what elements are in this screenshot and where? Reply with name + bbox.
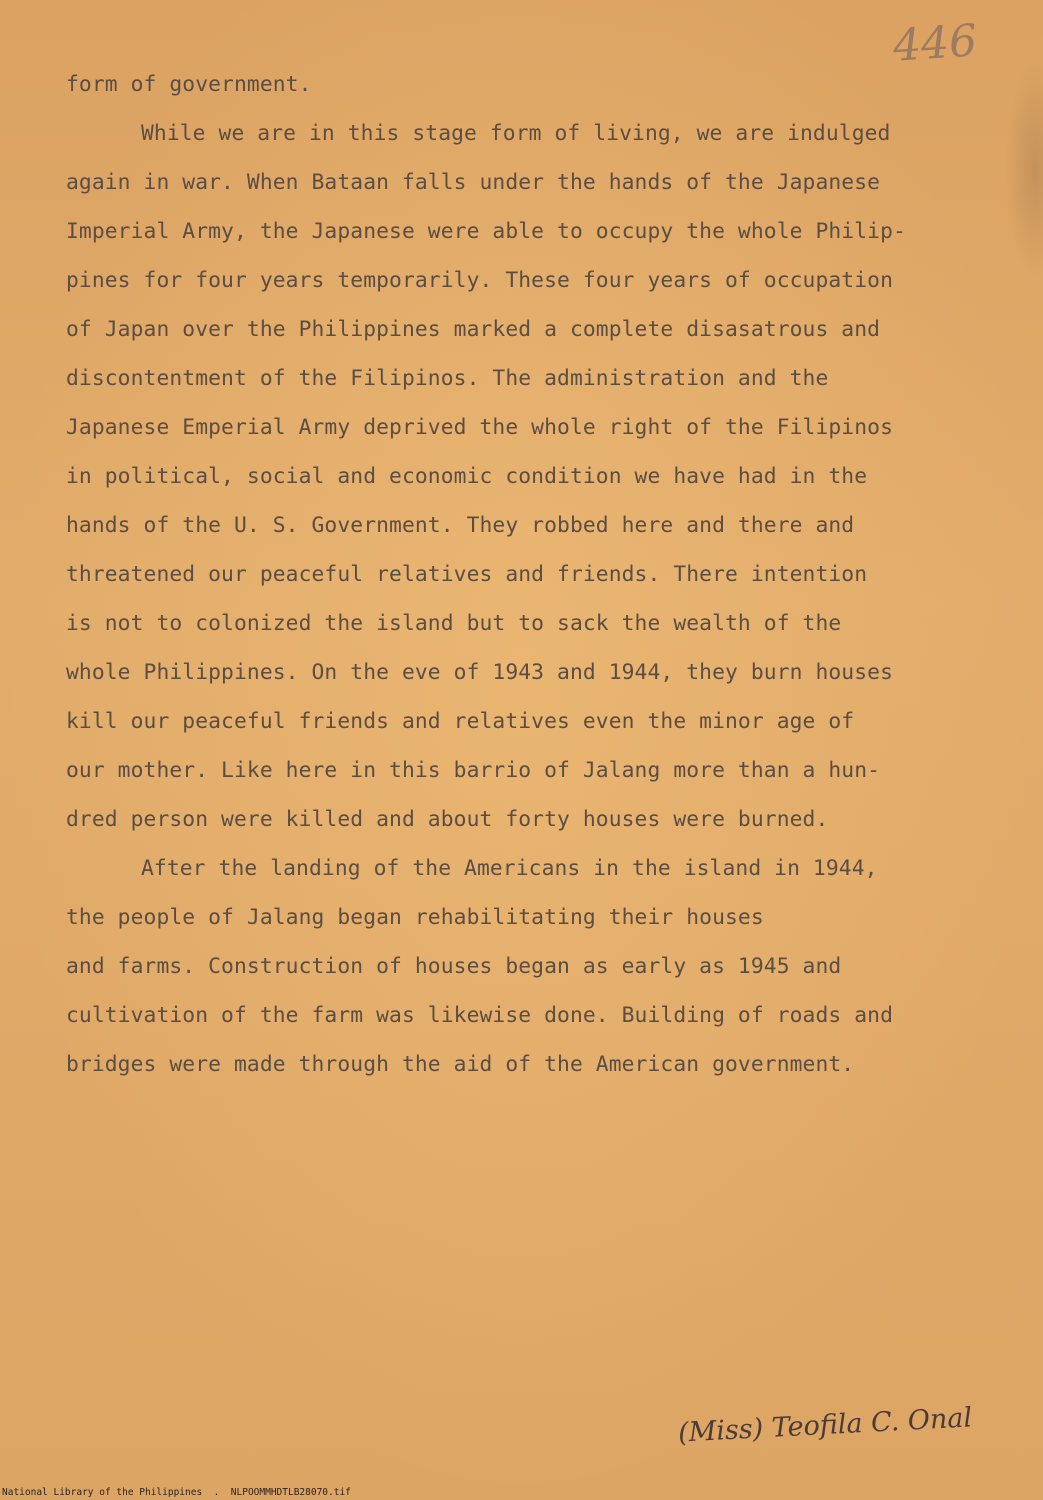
text-line: bridges were made through the aid of the American government. xyxy=(66,1052,855,1077)
text-line: discontentment of the Filipinos. The administration and the xyxy=(66,366,829,391)
text-line: While we are in this stage form of living, we are indulged xyxy=(141,121,891,146)
text-line: again in war. When Bataan falls under the hands of the Japanese xyxy=(66,170,881,195)
text-line: in political, social and economic condition we have had in the xyxy=(66,464,868,489)
handwritten-signature: (Miss) Teofila C. Onal xyxy=(677,1402,973,1449)
page-number: 446 xyxy=(891,15,979,72)
text-line: form of government. xyxy=(66,72,312,97)
text-line: Imperial Army, the Japanese were able to occupy the whole Philip- xyxy=(66,219,906,244)
text-line: kill our peaceful friends and relatives even the minor age of xyxy=(66,709,855,734)
text-line: whole Philippines. On the eve of 1943 and 1944, they burn houses xyxy=(66,660,893,685)
archive-footer: National Library of the Philippines . NLPOOMMHDTLB28070.tif xyxy=(2,1487,351,1498)
typewritten-text xyxy=(66,60,1006,1089)
paper-stain xyxy=(1005,60,1043,280)
text-line: Japanese Emperial Army deprived the whole right of the Filipinos xyxy=(66,415,893,440)
text-line: dred person were killed and about forty houses were burned. xyxy=(66,807,829,832)
text-line: After the landing of the Americans in the island in 1944, xyxy=(141,856,878,881)
text-line: and farms. Construction of houses began as early as 1945 and xyxy=(66,954,842,979)
text-line: of Japan over the Philippines marked a complete disasatrous and xyxy=(66,317,881,342)
text-line: cultivation of the farm was likewise done. Building of roads and xyxy=(66,1003,893,1028)
text-line: pines for four years temporarily. These four years of occupation xyxy=(66,268,893,293)
text-line: our mother. Like here in this barrio of Jalang more than a hun- xyxy=(66,758,881,783)
text-line: the people of Jalang began rehabilitating their houses xyxy=(66,905,764,930)
text-line: is not to colonized the island but to sack the wealth of the xyxy=(66,611,842,636)
text-line: hands of the U. S. Government. They robbed here and there and xyxy=(66,513,855,538)
text-line: threatened our peaceful relatives and friends. There intention xyxy=(66,562,868,587)
